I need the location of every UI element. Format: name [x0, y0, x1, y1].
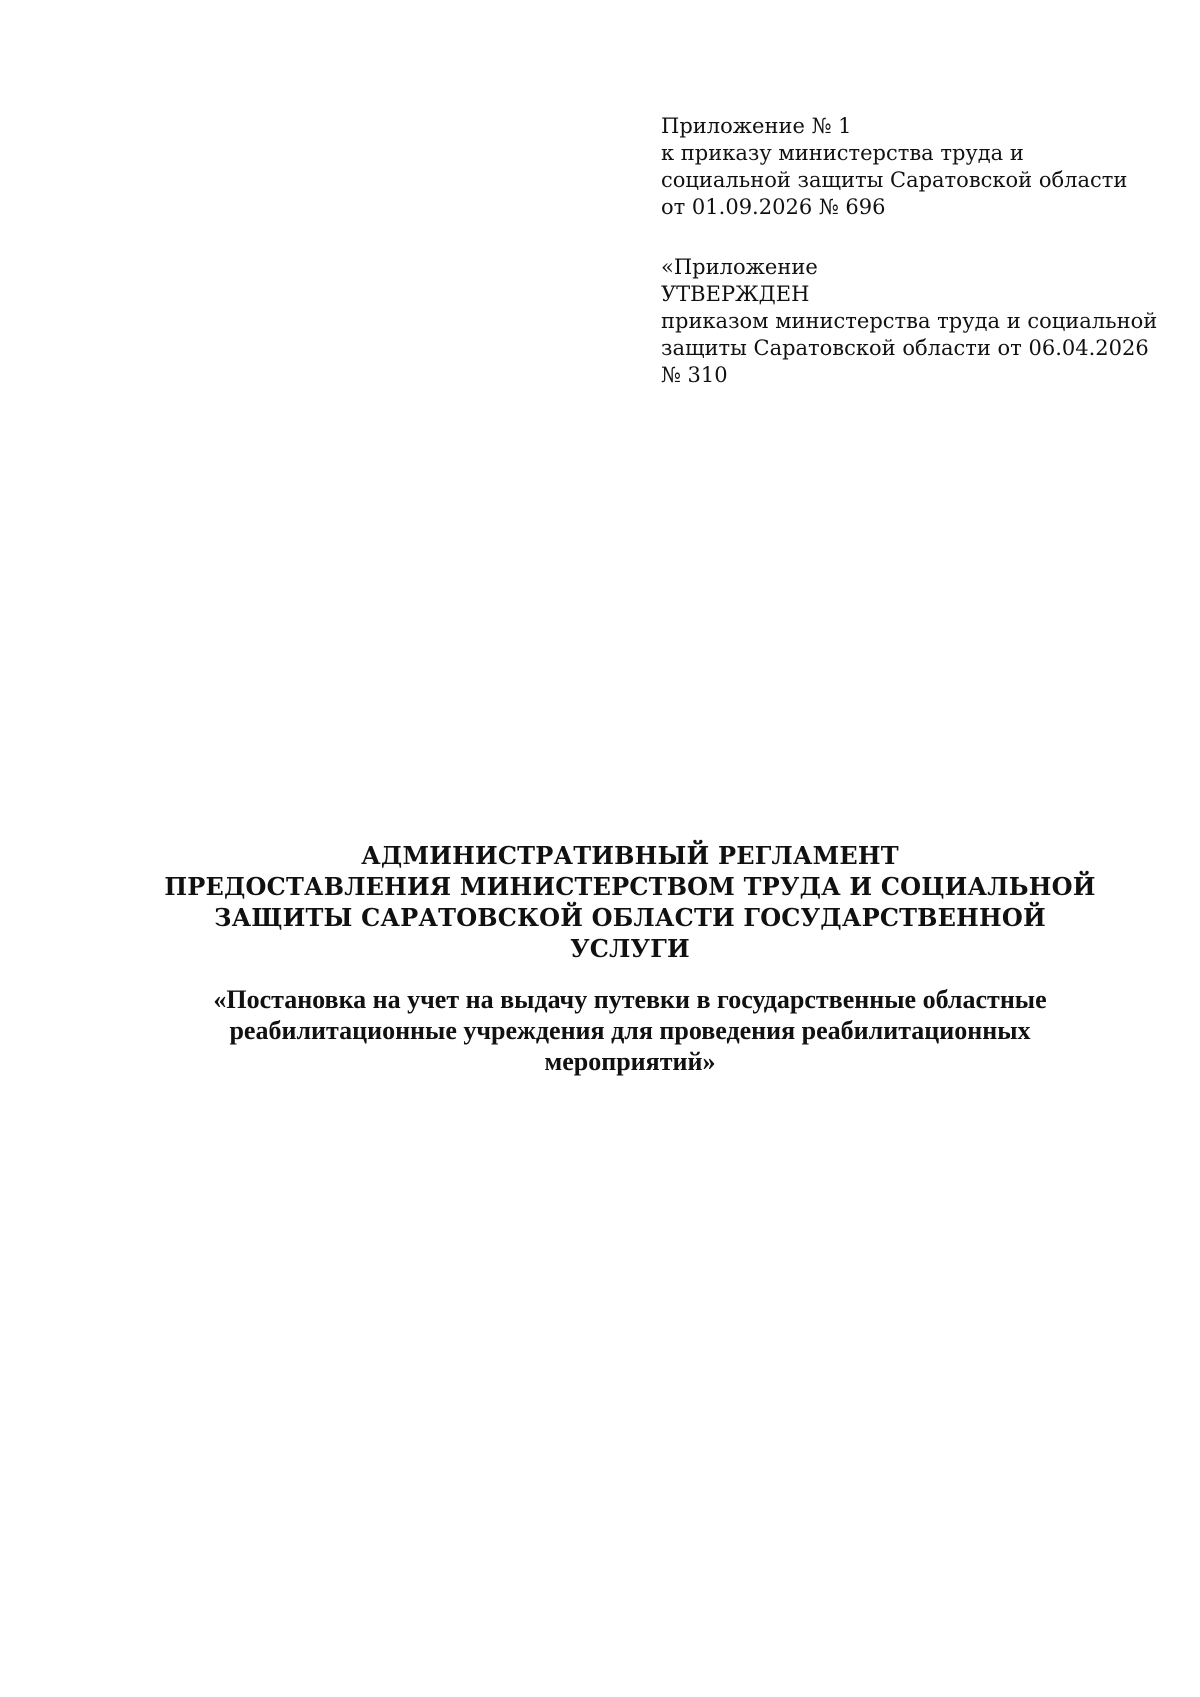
service-name-line: мероприятий» — [544, 1047, 716, 1076]
approval-ministry-date: защиты Саратовской области от 06.04.2026 — [661, 336, 1149, 360]
title-line: ЗАЩИТЫ САРАТОВСКОЙ ОБЛАСТИ ГОСУДАРСТВЕННОЙ — [214, 903, 1046, 932]
approval-order-ref: приказом министерства труда и социальной — [661, 309, 1158, 333]
approval-approved-label: УТВЕРЖДЕН — [661, 282, 810, 306]
document-title — [150, 840, 1110, 964]
appendix-order-date: от 01.09.2026 № 696 — [661, 195, 886, 219]
service-name-line: реабилитационные учреждения для проведения реабилитационных — [229, 1016, 1031, 1045]
approval-appendix-label: «Приложение — [661, 255, 818, 279]
service-name — [150, 984, 1110, 1077]
appendix-number: Приложение № 1 — [661, 114, 852, 138]
approval-order-number: № 310 — [661, 363, 728, 387]
appendix-ministry: социальной защиты Саратовской области — [661, 168, 1128, 192]
approval-stamp — [661, 254, 1158, 389]
title-line: ПРЕДОСТАВЛЕНИЯ МИНИСТЕРСТВОМ ТРУДА И СОЦИАЛЬНОЙ — [164, 872, 1096, 901]
appendix-header — [661, 113, 1131, 221]
service-name-line: «Постановка на учет на выдачу путевки в государственные областные — [213, 985, 1047, 1014]
title-line: УСЛУГИ — [570, 934, 690, 963]
appendix-order-ref: к приказу министерства труда и — [661, 141, 1024, 165]
title-line: АДМИНИСТРАТИВНЫЙ РЕГЛАМЕНТ — [361, 841, 899, 870]
